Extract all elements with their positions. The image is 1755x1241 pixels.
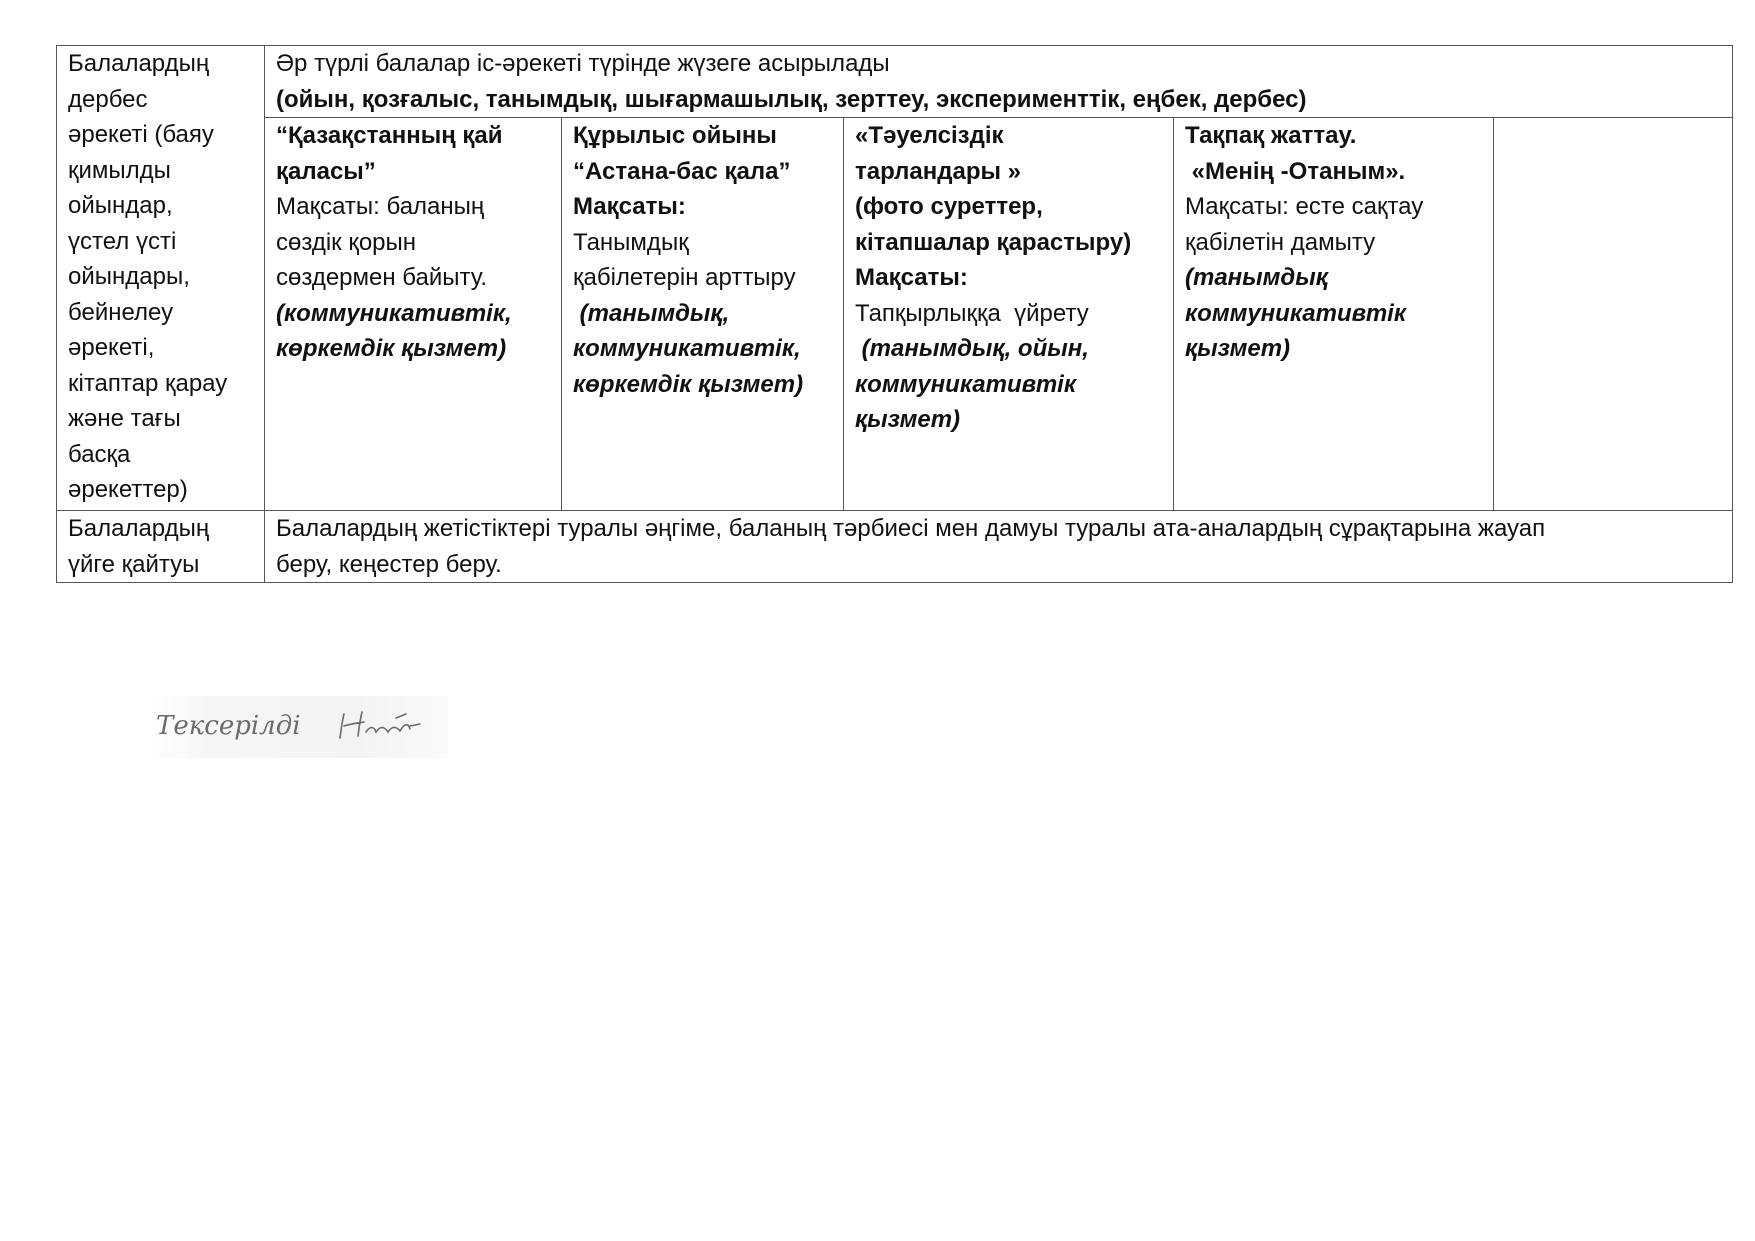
activity-goal: Мақсаты: баланың <box>276 193 485 220</box>
activity-type: қызмет) <box>1185 335 1291 362</box>
header-line: әрекеті (баяу <box>68 121 214 148</box>
activity-cell-construction-game <box>562 118 844 511</box>
activity-type: көркемдік қызмет) <box>276 335 507 362</box>
activity-cell-independence-heroes <box>844 118 1174 511</box>
activity-title: «Тәуелсіздік <box>855 122 1004 149</box>
going-home-text: беру, кеңестер беру. <box>276 550 502 578</box>
going-home-text-cell <box>265 511 1733 583</box>
signature-strokes <box>340 712 420 738</box>
header-line: қимылды <box>68 156 171 184</box>
activity-type: (танымдық, ойын, <box>855 335 1089 362</box>
activity-type: коммуникативтік, <box>573 335 801 362</box>
intro-text: Әр түрлі балалар іс-әрекеті түрінде жүзеге асырылады <box>276 50 890 77</box>
activity-type: коммуникативтік <box>1185 299 1406 327</box>
activity-type: (танымдық, <box>573 299 730 327</box>
activity-goal: сөздермен байыту. <box>276 264 488 291</box>
table-row <box>57 46 1733 118</box>
activity-type: коммуникативтік <box>855 370 1076 398</box>
activity-goal: Танымдық <box>573 228 689 256</box>
table-row <box>57 118 1733 511</box>
activity-type: (коммуникативтік, <box>276 299 512 327</box>
header-line: әрекеті, <box>68 334 155 361</box>
header-line: дербес <box>68 85 148 113</box>
header-line: бейнелеу <box>68 298 174 326</box>
activity-goal: Мақсаты: есте сақтау <box>1185 193 1424 220</box>
header-line: ойындар, <box>68 192 173 219</box>
activity-title: (фото суреттер, <box>855 193 1043 220</box>
activity-goal: сөздік қорын <box>276 228 417 256</box>
handwritten-signature <box>148 696 448 758</box>
activity-title: қаласы” <box>276 157 376 185</box>
activity-title: «Менің -Отаным». <box>1185 157 1406 185</box>
activity-cell-empty <box>1494 118 1733 511</box>
activity-title: кітапшалар қарастыру) <box>855 228 1132 256</box>
activity-type: көркемдік қызмет) <box>573 370 804 398</box>
going-home-text: Балалардың жетістіктері туралы әңгіме, баланың тәрбиесі мен дамуы туралы ата-аналардың сұрақтарына жауап <box>276 515 1546 542</box>
signature-text: Тексерілді <box>156 711 301 741</box>
header-line: Балалардың <box>68 515 210 542</box>
activity-type: қызмет) <box>855 406 961 433</box>
header-line: және тағы <box>68 405 181 432</box>
activity-goal: қабілетін дамыту <box>1185 228 1376 256</box>
activity-title: тарландары » <box>855 157 1022 185</box>
activity-title: “Астана-бас қала” <box>573 157 791 185</box>
header-line: әрекеттер) <box>68 476 188 503</box>
activity-intro-cell <box>265 46 1733 118</box>
header-line: үйге қайтуы <box>68 550 200 578</box>
activity-title: “Қазақстанның қай <box>276 122 503 149</box>
header-line: үстел үсті <box>68 227 177 255</box>
activity-type: (танымдық <box>1185 264 1328 291</box>
header-line: басқа <box>68 440 131 468</box>
header-line: кітаптар қарау <box>68 369 228 397</box>
signature-stamp <box>148 696 448 758</box>
activity-cell-poem-learning <box>1174 118 1494 511</box>
activity-goal: Тапқырлыққа үйрету <box>855 299 1089 327</box>
activity-cell-city-game <box>265 118 562 511</box>
schedule-table <box>56 45 1733 583</box>
activity-title: Құрылыс ойыны <box>573 122 777 149</box>
intro-activity-types: (ойын, қозғалыс, танымдық, шығармашылық, зерттеу, эксперименттік, еңбек, дербес) <box>276 85 1307 113</box>
header-line: Балалардың <box>68 50 210 77</box>
table-row <box>57 511 1733 583</box>
row-header-independent-activity <box>57 46 265 511</box>
activity-title: Тақпақ жаттау. <box>1185 122 1357 149</box>
row-header-going-home <box>57 511 265 583</box>
activity-goal-label: Мақсаты: <box>573 193 686 220</box>
activity-goal: қабілетерін арттыру <box>573 264 796 291</box>
activity-goal-label: Мақсаты: <box>855 264 968 291</box>
header-line: ойындары, <box>68 263 190 290</box>
